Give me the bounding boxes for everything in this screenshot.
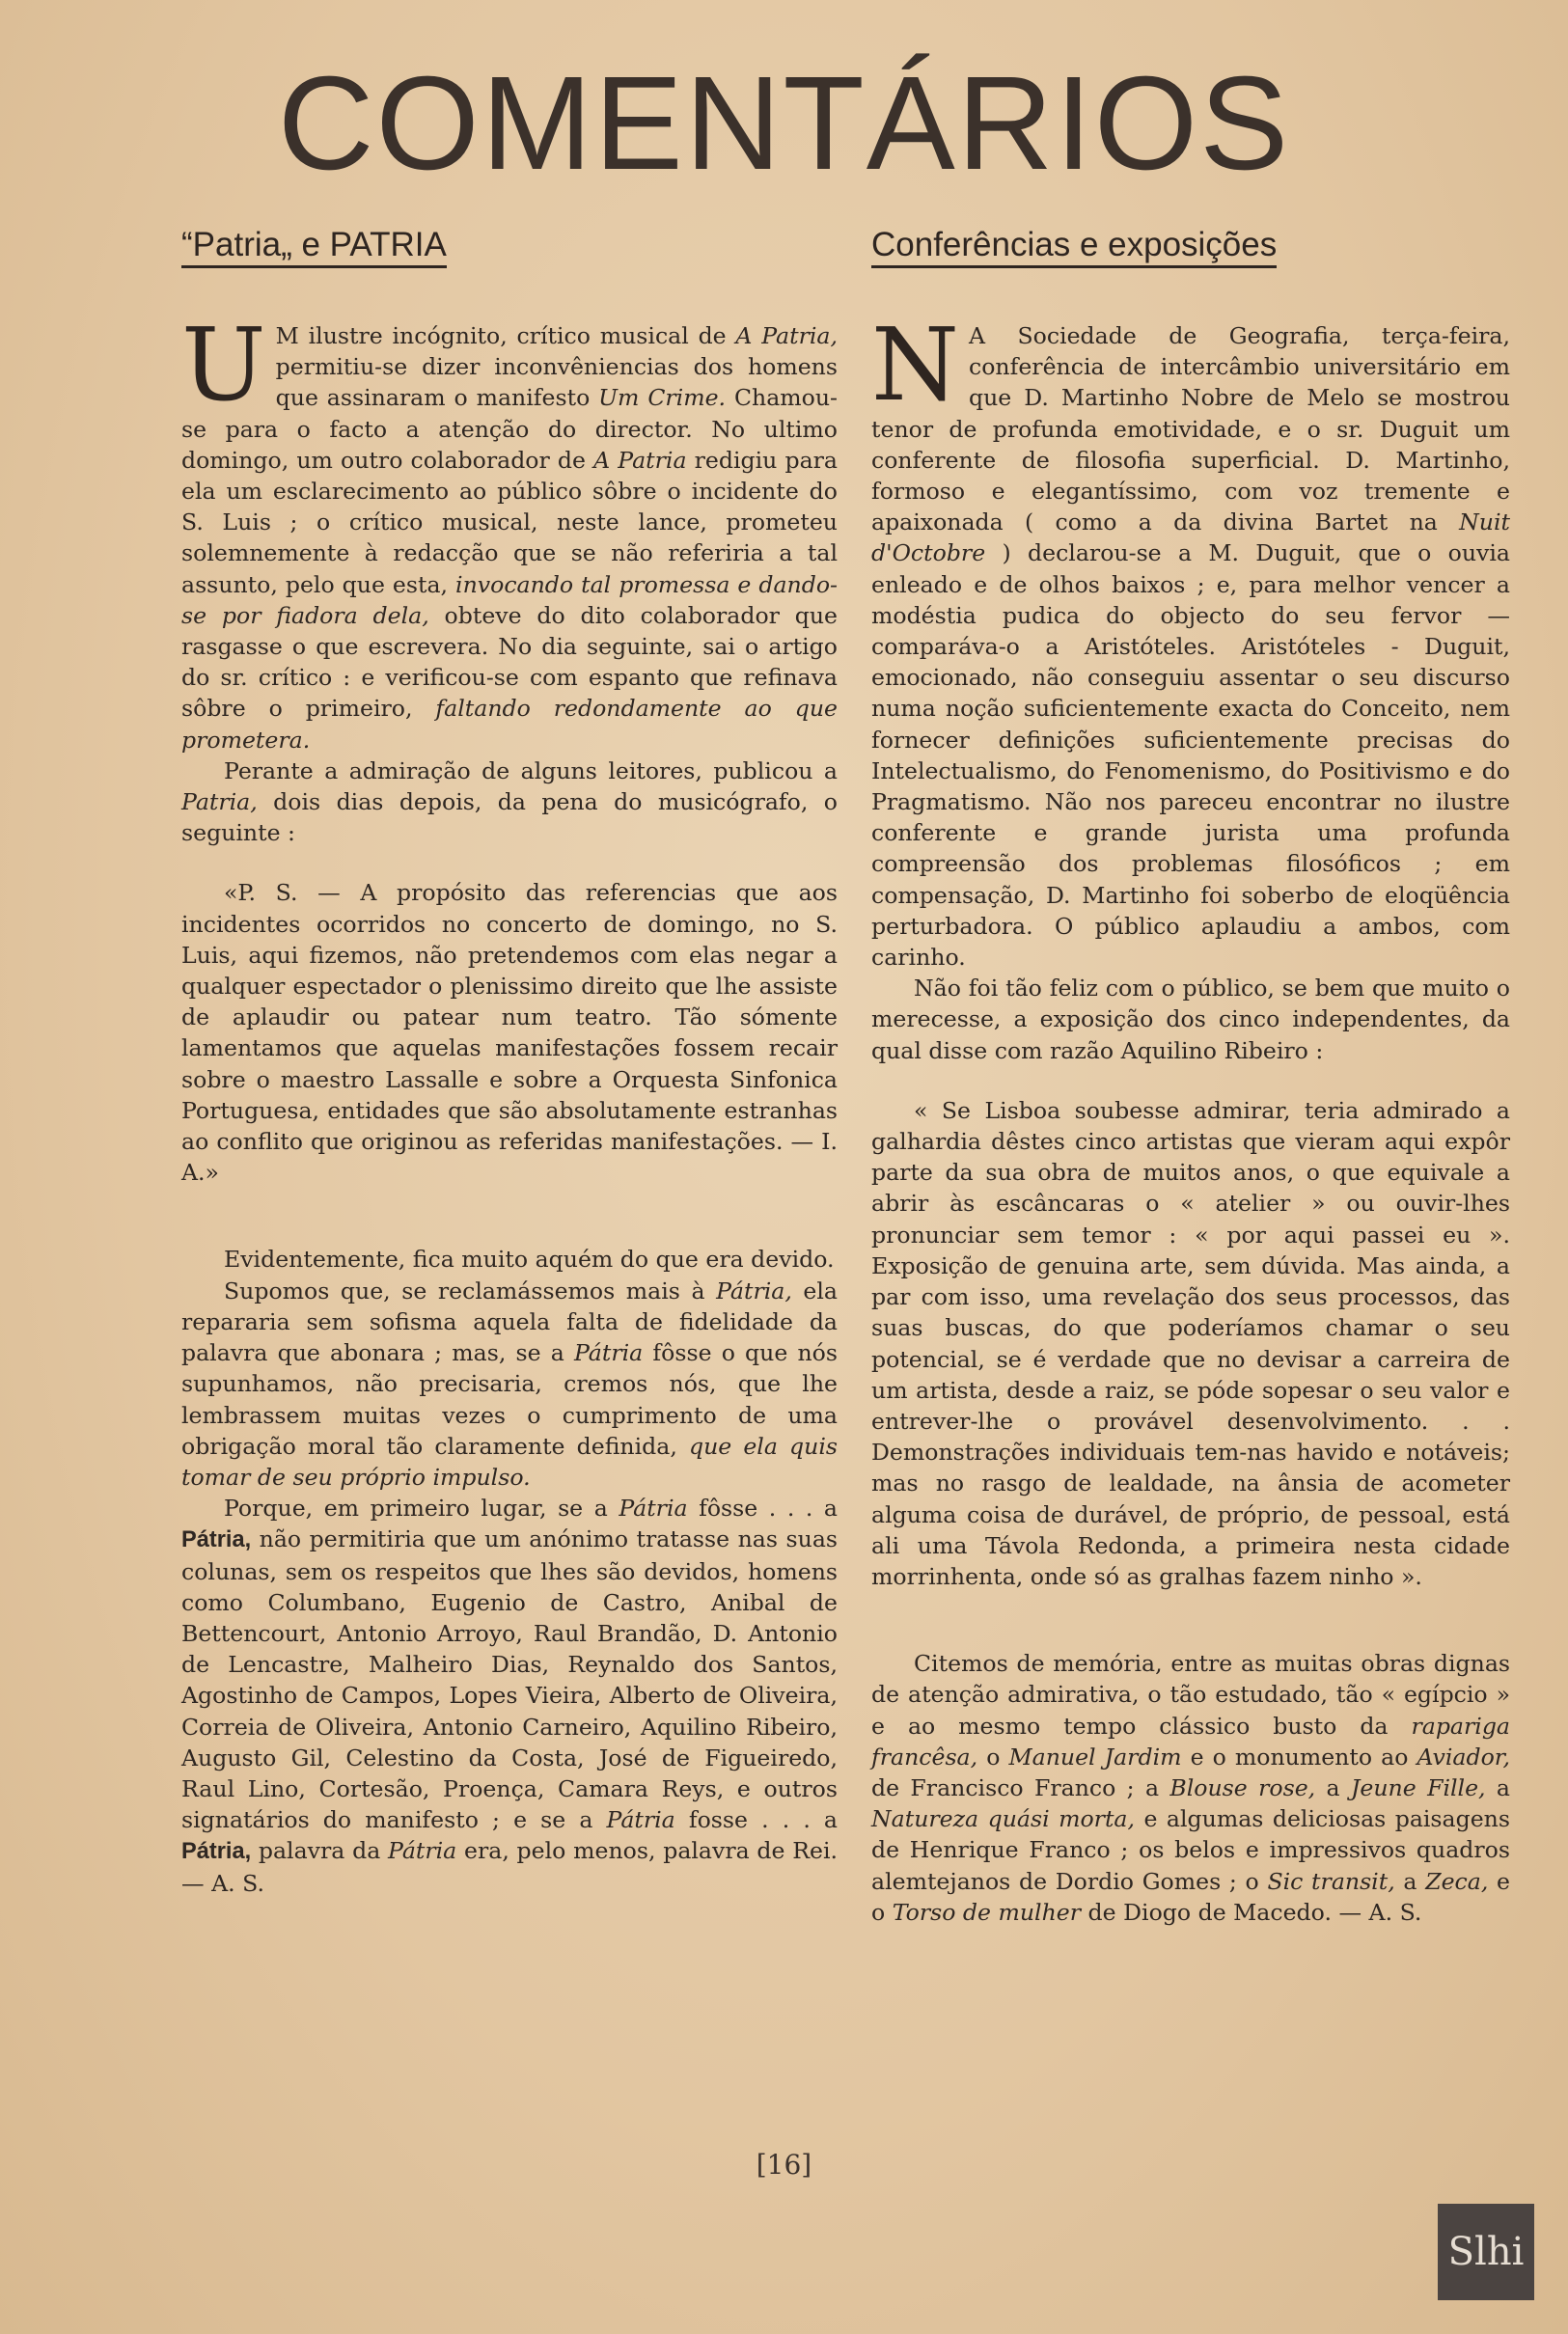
page-number: [16] — [756, 2149, 812, 2181]
page-title: COMENTÁRIOS — [277, 49, 1291, 198]
paragraph: N A Sociedade de Geografia, terça-feira, conferência de intercâmbio universitário em que D. Martinho Nobre de Melo se mostrou tenor de profunda emotividade, e o sr. Duguit um conferente de filosofia superficial. D. Martinho, formoso e elegantíssimo, com voz tremente e apaixonada ( como a da divina Bartet na Nuit d'Octobre ) declarou-se a M. Duguit, que o ouvia enleado e de olhos baixos ; e, para melhor vencer a modéstia pudica do objecto do seu fervor — comparáva-o a Aristóteles. Aristóteles - Duguit, emocionado, não conseguiu assentar o seu discurso numa noção suficientemente exacta do Conceito, nem fornecer definições suficientemente precisas do Intelectualismo, do Fenomenismo, do Positivismo e do Pragmatismo. Não nos pareceu encontrar no ilustre conferente e grande jurista uma profunda compreensão dos problemas filosóficos ; em compensação, D. Martinho foi soberbo de eloqüência perturbadora. O público aplaudiu a ambos, com carinho. — [871, 306, 1510, 972]
paragraph: Citemos de memória, entre as muitas obras dignas de atenção admirativa, o tão estudado, tão « egípcio » e ao mesmo tempo clássico busto da rapariga francêsa, o Manuel Jardim e o monumento ao Aviador, de Francisco Franco ; a Blouse rose, a Jeune Fille, a Natureza quási morta, e algumas deliciosas paisagens de Henrique Franco ; os belos e impressivos quadros alemtejanos de Dordio Gomes ; o Sic transit, a Zeca, e o Torso de mulher de Diogo de Macedo. — A. S. — [871, 1650, 1510, 1926]
drop-cap: N — [871, 306, 959, 424]
paragraph: U M ilustre incógnito, crítico musical de A Patria, permitiu-se dizer inconvêniencias dos homens que assinaram o manifesto Um Crime. Chamou-se para o facto a atenção do director. No ultimo domingo, um outro colaborador de A Patria redigiu para ela um esclarecimento ao público sôbre o incidente do S. Luis ; o crítico musical, neste lance, prometeu solemnemente à redacção que se não referiria a tal assunto, pelo que esta, invocando tal promessa e dando-se por fiadora dela, obteve do dito colaborador que rasgasse o que escrevera. No dia seguinte, sai o artigo do sr. crítico : e verificou-se com espanto que refinava sôbre o primeiro, faltando redondamente ao que prometera. — [181, 306, 839, 754]
article-heading-text: “Patria„ e PATRIA — [181, 226, 447, 268]
drop-cap: U — [181, 306, 266, 424]
paragraph: Evidentemente, fica muito aquém do que era devido. — [224, 1246, 835, 1274]
article-patria — [181, 224, 838, 1899]
article-heading — [871, 224, 1510, 266]
library-stamp: Slhi — [1438, 2204, 1534, 2300]
article-conferencias — [871, 224, 1510, 1928]
paragraph: Porque, em primeiro lugar, se a Pátria fôsse . . . a Pátria, não permitiria que um anónimo tratasse nas suas colunas, sem os respeitos que lhes são devidos, homens como Columbano, Eugenio de Castro, Anibal de Bettencourt, Antonio Arroyo, Raul Brandão, D. Antonio de Lencastre, Malheiro Dias, Reynaldo dos Santos, Agostinho de Campos, Lopes Vieira, Alberto de Oliveira, Correia de Oliveira, Antonio Carneiro, Aquilino Ribeiro, Augusto Gil, Celestino da Costa, José de Figueiredo, Raul Lino, Cortesão, Proença, Camara Reys, e outros signatários do manifesto ; e se a Pátria fosse . . . a Pátria, palavra da Pátria era, pelo menos, palavra de Rei. — A. S. — [181, 1495, 838, 1897]
block-quote: « Se Lisboa soubesse admirar, teria admirado a galhardia dêstes cinco artistas que vieram aqui expôr parte da sua obra de muitos anos, o que equivale a abrir às escâncaras o « atelier » ou ouvir-lhes pronunciar sem temor : « por aqui passei eu ». Exposição de genuina arte, sem dúvida. Mas ainda, a par com isso, uma revelação dos seus processos, das suas buscas, do que poderíamos chamar o seu potencial, se é verdade que no devisar a carreira de um artista, desde a raiz, se póde sopesar o seu valor e entrever-lhe o provável desenvolvimento. . . Demonstrações individuais tem-nas havido e notáveis; mas no rasgo de lealdade, na ânsia de acometer alguma coisa de durável, de próprio, de pessoal, está ali uma Távola Redonda, a primeira nesta cidade morrinhenta, onde só as gralhas fazem ninho ». — [871, 1096, 1510, 1590]
article-body — [181, 306, 839, 1899]
article-heading-text: Conferências e exposições — [871, 226, 1277, 268]
paragraph: Não foi tão feliz com o público, se bem que muito o merecesse, a exposição dos cinco independentes, da qual disse com razão Aquilino Ribeiro : — [871, 975, 1510, 1064]
article-body — [871, 306, 1510, 1928]
block-quote: «P. S. — A propósito das referencias que aos incidentes ocorridos no concerto de domingo, no S. Luis, aqui fizemos, não pretendemos com elas negar a qualquer espectador o plenissimo direito que lhe assiste de aplaudir ou patear num teatro. Tão sómente lamentamos que aquelas manifestações fossem recair sobre o maestro Lassalle e sobre a Orquesta Sinfonica Portuguesa, entidades que são absolutamente estranhas ao conflito que originou as referidas manifestações. — I. A.» — [181, 879, 838, 1187]
paragraph: Supomos que, se reclamássemos mais à Pátria, ela repararia sem sofisma aquela falta de fidelidade da palavra que abonara ; mas, se a Pátria fôsse o que nós supunhamos, não precisaria, cremos nós, que lhe lembrassem muitas vezes o cumprimento de uma obrigação moral tão claramente definida, que ela quis tomar de seu próprio impulso. — [181, 1277, 838, 1491]
article-heading — [181, 224, 838, 266]
paragraph: Perante a admiração de alguns leitores, publicou a Patria, dois dias depois, da pena do musicógrafo, o seguinte : — [181, 756, 838, 847]
